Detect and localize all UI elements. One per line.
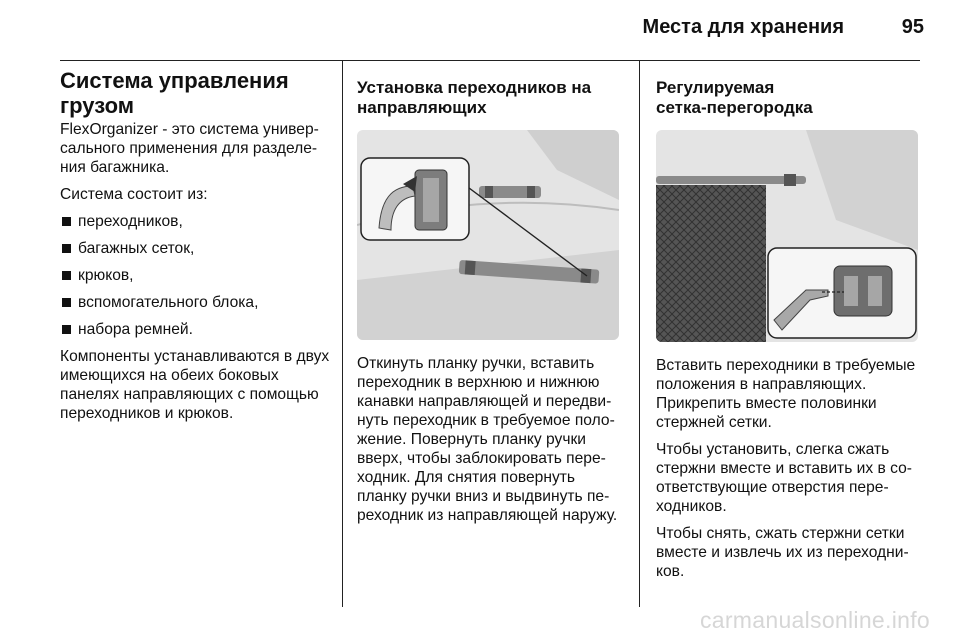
list-item [60, 239, 332, 258]
list-item [60, 293, 332, 312]
column-divider-2 [639, 61, 640, 607]
partition-net-illustration [656, 130, 918, 342]
list-intro: Система состоит из: [60, 186, 208, 203]
bullet-square-icon [62, 217, 71, 226]
bullet-square-icon [62, 325, 71, 334]
list-item-text: вспомогательного блока, [78, 294, 259, 311]
bullet-square-icon [62, 244, 71, 253]
upper-rail-icon [479, 186, 541, 198]
page-number: 95 [901, 16, 924, 38]
list-item [60, 212, 332, 231]
list-item-text: багажных сеток, [78, 240, 195, 257]
bullet-square-icon [62, 298, 71, 307]
intro-paragraph: FlexOrganizer - это система универсального применения для разделения багажника. [60, 121, 319, 176]
column-partition-net [656, 68, 922, 589]
outro-paragraph: Компоненты устанавливаются в двух имеющихся на обеих боковых панелях направляющих с помощью переходников и крюков. [60, 348, 330, 422]
header-rule [60, 60, 920, 61]
components-list [60, 212, 332, 339]
adapter-rail-illustration [357, 130, 619, 340]
partition-paragraph-2: Чтобы установить, слегка сжать стержни вместе и вставить их в соответствующие отверстия переходников. [656, 441, 912, 515]
list-item-text: крюков, [78, 267, 134, 284]
column-divider-1 [342, 61, 343, 607]
column-adapter-install [357, 68, 627, 533]
page-header-title: Места для хранения [642, 16, 844, 38]
section-heading-cargo-system: Система управления грузом [60, 68, 289, 118]
column-cargo-system [60, 68, 332, 431]
list-item [60, 320, 332, 339]
partition-paragraph-1: Вставить переходники в требуемые положения в направляющих. Прикрепить вместе половинки стержней сетки. [656, 357, 916, 431]
bullet-square-icon [62, 271, 71, 280]
watermark: carmanualsonline.info [699, 607, 930, 633]
section-heading-adapter-install: Установка переходников на направляющих [357, 78, 592, 117]
heading-line-1: Регулируемая [656, 78, 775, 97]
partition-paragraph-3: Чтобы снять, сжать стержни сетки вместе и извлечь их из переходников. [656, 525, 909, 580]
section-heading-partition-net [656, 78, 922, 118]
heading-line-2: сетка-перегородка [656, 98, 813, 117]
list-item-text: набора ремней. [78, 321, 193, 338]
list-item-text: переходников, [78, 213, 183, 230]
adapter-install-paragraph: Откинуть планку ручки, вставить переходник в верхнюю и нижнюю канавки направляющей и передвинуть переходник в требуемое положение. Повернуть планку ручки вверх, чтобы заблокировать переходник. Для снятия повернуть планку ручки вниз и выдвинуть переходник из направляющей наружу. [357, 355, 618, 524]
list-item [60, 266, 332, 285]
